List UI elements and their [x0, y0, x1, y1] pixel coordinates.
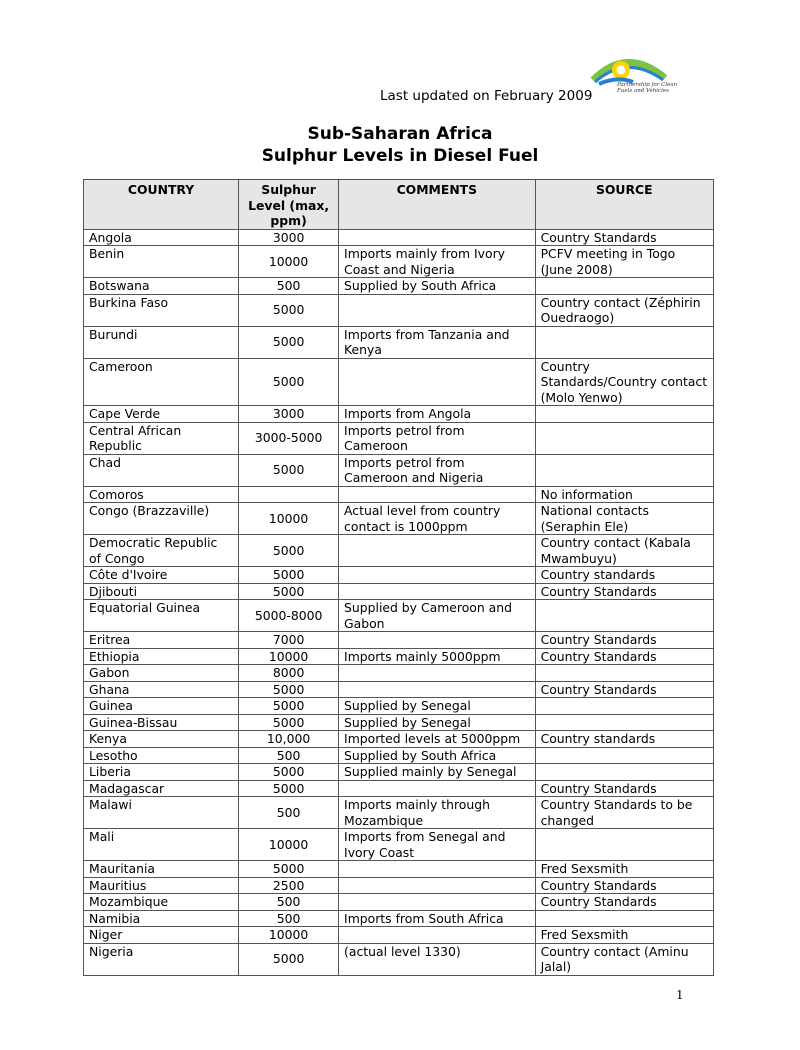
cell-sulphur-level: 5000	[239, 764, 339, 781]
cell-comments: Supplied by Senegal	[339, 698, 536, 715]
cell-source: Country contact (Aminu Jalal)	[535, 943, 713, 975]
cell-source: Country Standards	[535, 780, 713, 797]
table-row	[84, 326, 714, 358]
cell-source: Country standards	[535, 567, 713, 584]
cell-source	[535, 829, 713, 861]
cell-comments: Supplied by Senegal	[339, 714, 536, 731]
cell-source: No information	[535, 486, 713, 503]
cell-source: Country Standards	[535, 894, 713, 911]
cell-sulphur-level: 10,000	[239, 731, 339, 748]
cell-country: Gabon	[84, 665, 239, 682]
cell-source: Country standards	[535, 731, 713, 748]
cell-country: Burkina Faso	[84, 294, 239, 326]
table-row	[84, 422, 714, 454]
table-row	[84, 406, 714, 423]
cell-comments	[339, 358, 536, 406]
cell-country: Mozambique	[84, 894, 239, 911]
cell-sulphur-level: 5000	[239, 780, 339, 797]
logo-caption: Partnership for Clean Fuels and Vehicles	[617, 82, 678, 94]
cell-source: Fred Sexsmith	[535, 861, 713, 878]
cell-comments: (actual level 1330)	[339, 943, 536, 975]
cell-source: Fred Sexsmith	[535, 927, 713, 944]
cell-country: Namibia	[84, 910, 239, 927]
cell-comments	[339, 567, 536, 584]
cell-comments	[339, 632, 536, 649]
table-row	[84, 731, 714, 748]
cell-country: Comoros	[84, 486, 239, 503]
table-row	[84, 600, 714, 632]
cell-sulphur-level: 5000	[239, 535, 339, 567]
cell-source	[535, 910, 713, 927]
cell-sulphur-level: 500	[239, 278, 339, 295]
cell-source	[535, 600, 713, 632]
table-row	[84, 583, 714, 600]
cell-comments: Imports mainly from Ivory Coast and Nigeria	[339, 246, 536, 278]
table-row	[84, 943, 714, 975]
cell-comments: Actual level from country contact is 1000ppm	[339, 503, 536, 535]
cell-country: Botswana	[84, 278, 239, 295]
cell-source	[535, 747, 713, 764]
cell-sulphur-level: 7000	[239, 632, 339, 649]
cell-country: Malawi	[84, 797, 239, 829]
cell-source: National contacts (Seraphin Ele)	[535, 503, 713, 535]
cell-sulphur-level: 10000	[239, 648, 339, 665]
table-row	[84, 358, 714, 406]
cell-source: Country Standards	[535, 877, 713, 894]
cell-comments: Supplied mainly by Senegal	[339, 764, 536, 781]
table-row	[84, 910, 714, 927]
table-row	[84, 797, 714, 829]
table-row	[84, 747, 714, 764]
table-row	[84, 632, 714, 649]
cell-country: Lesotho	[84, 747, 239, 764]
cell-sulphur-level: 5000	[239, 943, 339, 975]
cell-source	[535, 698, 713, 715]
cell-comments: Imported levels at 5000ppm	[339, 731, 536, 748]
cell-comments: Imports mainly through Mozambique	[339, 797, 536, 829]
cell-source: Country Standards	[535, 229, 713, 246]
column-header-comments: COMMENTS	[339, 180, 536, 230]
cell-source	[535, 454, 713, 486]
last-updated-text: Last updated on February 2009	[380, 88, 593, 104]
cell-country: Chad	[84, 454, 239, 486]
table-row	[84, 454, 714, 486]
cell-country: Central African Republic	[84, 422, 239, 454]
cell-comments: Imports petrol from Cameroon and Nigeria	[339, 454, 536, 486]
cell-comments	[339, 681, 536, 698]
cell-sulphur-level: 10000	[239, 246, 339, 278]
table-row	[84, 927, 714, 944]
cell-country: Equatorial Guinea	[84, 600, 239, 632]
cell-source: Country Standards/Country contact (Molo Yenwo)	[535, 358, 713, 406]
cell-source: Country Standards	[535, 648, 713, 665]
cell-country: Guinea-Bissau	[84, 714, 239, 731]
cell-country: Angola	[84, 229, 239, 246]
cell-source: Country Standards to be changed	[535, 797, 713, 829]
cell-sulphur-level: 5000	[239, 454, 339, 486]
cell-source: Country Standards	[535, 681, 713, 698]
cell-comments: Imports from Senegal and Ivory Coast	[339, 829, 536, 861]
cell-comments: Imports from Tanzania and Kenya	[339, 326, 536, 358]
table-row	[84, 665, 714, 682]
page-subtitle: Sulphur Levels in Diesel Fuel	[261, 146, 539, 166]
table-row	[84, 681, 714, 698]
cell-comments	[339, 486, 536, 503]
cell-sulphur-level: 500	[239, 797, 339, 829]
cell-country: Djibouti	[84, 583, 239, 600]
cell-country: Côte d'Ivoire	[84, 567, 239, 584]
cell-country: Eritrea	[84, 632, 239, 649]
cell-sulphur-level: 5000	[239, 583, 339, 600]
cell-source: Country contact (Kabala Mwambuyu)	[535, 535, 713, 567]
table-row	[84, 229, 714, 246]
cell-comments: Imports petrol from Cameroon	[339, 422, 536, 454]
table-row	[84, 764, 714, 781]
cell-country: Ghana	[84, 681, 239, 698]
cell-sulphur-level: 5000	[239, 294, 339, 326]
table-row	[84, 278, 714, 295]
cell-comments	[339, 535, 536, 567]
cell-comments	[339, 927, 536, 944]
cell-comments	[339, 294, 536, 326]
cell-sulphur-level: 3000-5000	[239, 422, 339, 454]
cell-comments: Supplied by Cameroon and Gabon	[339, 600, 536, 632]
cell-source	[535, 326, 713, 358]
cell-source: Country contact (Zéphirin Ouedraogo)	[535, 294, 713, 326]
cell-source: Country Standards	[535, 583, 713, 600]
cell-sulphur-level: 3000	[239, 406, 339, 423]
table-row	[84, 535, 714, 567]
cell-source	[535, 764, 713, 781]
cell-sulphur-level: 10000	[239, 829, 339, 861]
cell-country: Burundi	[84, 326, 239, 358]
cell-sulphur-level: 10000	[239, 503, 339, 535]
cell-sulphur-level: 5000	[239, 358, 339, 406]
page-title: Sub-Saharan Africa	[307, 124, 493, 144]
cell-source	[535, 406, 713, 423]
cell-comments	[339, 229, 536, 246]
column-header-source: SOURCE	[535, 180, 713, 230]
cell-country: Democratic Republic of Congo	[84, 535, 239, 567]
cell-country: Cameroon	[84, 358, 239, 406]
cell-comments: Imports from South Africa	[339, 910, 536, 927]
cell-sulphur-level: 5000	[239, 714, 339, 731]
cell-sulphur-level: 2500	[239, 877, 339, 894]
table-row	[84, 503, 714, 535]
table-row	[84, 714, 714, 731]
cell-country: Benin	[84, 246, 239, 278]
table-row	[84, 294, 714, 326]
cell-sulphur-level: 8000	[239, 665, 339, 682]
column-header-country: COUNTRY	[84, 180, 239, 230]
cell-sulphur-level: 5000	[239, 698, 339, 715]
cell-comments	[339, 861, 536, 878]
table-row	[84, 698, 714, 715]
table-row	[84, 486, 714, 503]
cell-source: PCFV meeting in Togo (June 2008)	[535, 246, 713, 278]
cell-sulphur-level: 500	[239, 747, 339, 764]
table-row	[84, 567, 714, 584]
cell-source	[535, 422, 713, 454]
cell-country: Madagascar	[84, 780, 239, 797]
table-header-row	[84, 180, 714, 230]
table-row	[84, 246, 714, 278]
cell-sulphur-level: 3000	[239, 229, 339, 246]
cell-sulphur-level: 500	[239, 894, 339, 911]
cell-sulphur-level: 5000	[239, 681, 339, 698]
page-number: 1	[676, 988, 684, 1002]
cell-source	[535, 278, 713, 295]
table-row	[84, 894, 714, 911]
cell-comments	[339, 877, 536, 894]
cell-sulphur-level: 5000	[239, 326, 339, 358]
cell-country: Mauritania	[84, 861, 239, 878]
cell-sulphur-level: 10000	[239, 927, 339, 944]
cell-comments: Supplied by South Africa	[339, 278, 536, 295]
table-row	[84, 648, 714, 665]
cell-country: Mali	[84, 829, 239, 861]
pcfv-logo	[587, 44, 677, 104]
cell-source: Country Standards	[535, 632, 713, 649]
cell-country: Mauritius	[84, 877, 239, 894]
table-row	[84, 780, 714, 797]
cell-country: Congo (Brazzaville)	[84, 503, 239, 535]
table-row	[84, 877, 714, 894]
cell-country: Nigeria	[84, 943, 239, 975]
cell-country: Liberia	[84, 764, 239, 781]
sulphur-levels-table	[83, 179, 714, 976]
cell-sulphur-level: 5000	[239, 567, 339, 584]
cell-source	[535, 714, 713, 731]
cell-sulphur-level: 500	[239, 910, 339, 927]
cell-comments	[339, 894, 536, 911]
cell-sulphur-level: 5000	[239, 861, 339, 878]
cell-sulphur-level: 5000-8000	[239, 600, 339, 632]
cell-comments	[339, 780, 536, 797]
cell-comments: Imports mainly 5000ppm	[339, 648, 536, 665]
cell-country: Ethiopia	[84, 648, 239, 665]
column-header-sulphur-level: Sulphur Level (max, ppm)	[239, 180, 339, 230]
cell-country: Kenya	[84, 731, 239, 748]
table-row	[84, 829, 714, 861]
cell-comments	[339, 665, 536, 682]
cell-comments	[339, 583, 536, 600]
cell-sulphur-level	[239, 486, 339, 503]
cell-country: Cape Verde	[84, 406, 239, 423]
cell-country: Guinea	[84, 698, 239, 715]
table-row	[84, 861, 714, 878]
cell-country: Niger	[84, 927, 239, 944]
cell-source	[535, 665, 713, 682]
cell-comments: Supplied by South Africa	[339, 747, 536, 764]
cell-comments: Imports from Angola	[339, 406, 536, 423]
